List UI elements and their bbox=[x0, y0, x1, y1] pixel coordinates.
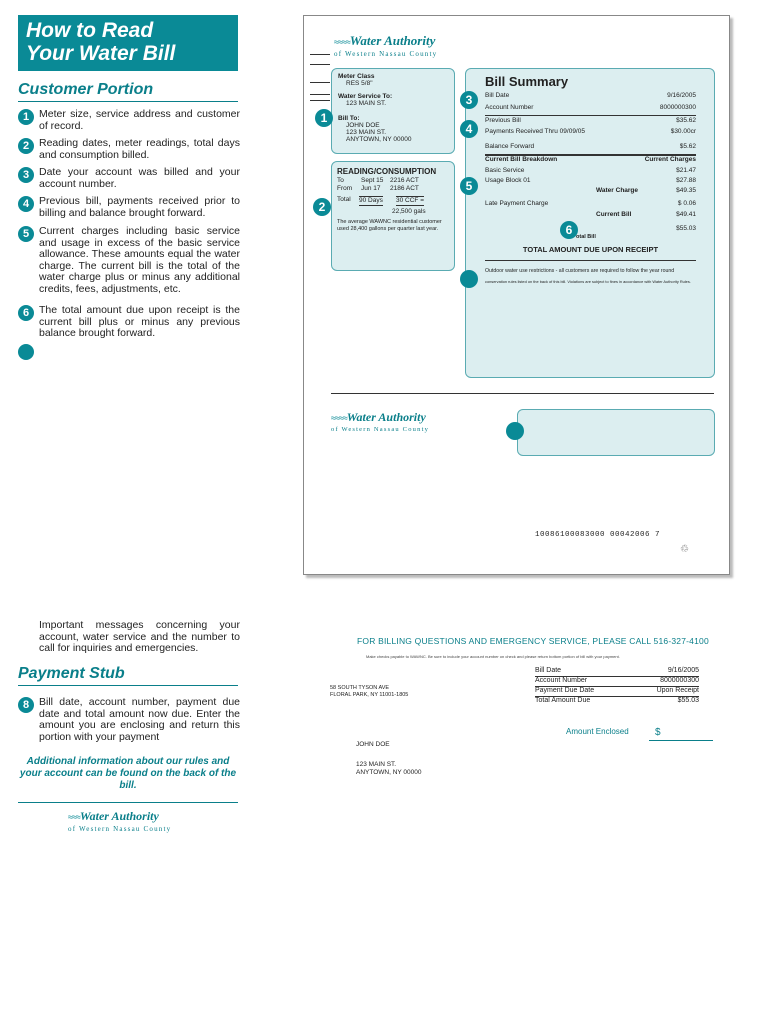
mailing-address: 123 MAIN ST. ANYTOWN, NY 00000 bbox=[356, 761, 422, 776]
bill-logo: ≈≈≈≈Water Authority of Western Nassau County bbox=[334, 33, 438, 58]
guide-item-7: Important messages concerning your account, water service and the number to call for inquiries and emergencies. bbox=[39, 619, 240, 654]
stub-row: Total Amount Due $55.03 bbox=[535, 697, 699, 704]
bill-summary-panel bbox=[465, 68, 715, 378]
summary-row: Usage Block 01 $27.88 bbox=[485, 177, 696, 184]
summary-row: Bill Date 9/16/2005 bbox=[485, 92, 696, 99]
tick-mark bbox=[310, 54, 330, 55]
bill-sample bbox=[303, 15, 730, 575]
number-badge-4: 4 bbox=[18, 196, 34, 212]
bill-marker-5: 5 bbox=[460, 177, 478, 195]
summary-row: Current Bill Breakdown Current Charges bbox=[485, 156, 696, 163]
payment-stub-heading: Payment Stub bbox=[18, 665, 238, 686]
bill-summary-title: Bill Summary bbox=[485, 74, 569, 89]
stub-logo: ≈≈≈≈Water Authority of Western Nassau County bbox=[331, 410, 430, 433]
bill-marker-4: 4 bbox=[460, 120, 478, 138]
guide-item-4: 4 Previous bill, payments received prior to billing and balance brought forward. bbox=[18, 196, 240, 219]
guide-item-1: 1 Meter size, service address and customer of record. bbox=[18, 109, 240, 132]
dollar-sign: $ bbox=[655, 727, 661, 738]
phone-line: FOR BILLING QUESTIONS AND EMERGENCY SERVICE, PLEASE CALL 516-327-4100 bbox=[357, 636, 709, 646]
number-badge-5: 5 bbox=[18, 226, 34, 242]
bill-marker-6: 6 bbox=[560, 221, 578, 239]
reading-consumption-panel: READING/CONSUMPTION To Sept 15 2216 ACT From Jun 17 2186 ACT Total 90 Days 30 CCF = 22,500 gals The average WAWNC residential customer used 28,400 gallons per quarter last year. bbox=[331, 161, 455, 271]
summary-row: Account Number 8000000300 bbox=[485, 104, 696, 111]
summary-table: Bill Date 9/16/2005 Account Number 8000000300 Previous Bill $35.62 Payments Received Thru 09/09/05 $30.00cr Balance Forward $5.62 Current Bill Breakdown Current Charges Basic Service $21.47 Usage Block 01 $27.88 Water Charge $49.35 Late Payment Charge $ 0.06 Current Bill $49.41 $55.03 otal Bill TOTAL AMOUNT DUE UPON RECEIPT bbox=[485, 92, 696, 282]
stub-row: Payment Due Date Upon Receipt bbox=[535, 687, 699, 694]
message-text: Outdoor water use restrictions - all customers are required to follow the year round bbox=[485, 268, 675, 274]
summary-row: Late Payment Charge $ 0.06 bbox=[485, 200, 696, 207]
number-badge-2: 2 bbox=[18, 138, 34, 154]
guide-item-5: 5 Current charges including basic service and usage in excess of the basic service allowance. These amounts equal the water charge. The current bill is the total of the water charge plus or minus any additional credits, fees, adjustments, etc. bbox=[18, 226, 240, 295]
waves-icon: ≈≈≈≈ bbox=[334, 37, 350, 47]
additional-info-note: Additional information about our rules and your account can be found on the back of the bill. bbox=[19, 756, 237, 791]
total-due-label: TOTAL AMOUNT DUE UPON RECEIPT bbox=[522, 245, 659, 254]
number-badge-3: 3 bbox=[18, 167, 34, 183]
waves-icon: ≈≈≈≈ bbox=[331, 413, 347, 423]
guide-logo: ≈≈≈Water Authority of Western Nassau County bbox=[68, 809, 172, 833]
tick-mark bbox=[310, 82, 330, 83]
bill-marker-3: 3 bbox=[460, 91, 478, 109]
stub-panel bbox=[517, 409, 715, 456]
summary-row: Previous Bill $35.62 bbox=[485, 117, 696, 124]
number-badge-8: 8 bbox=[18, 697, 34, 713]
amount-enclosed-label: Amount Enclosed bbox=[566, 727, 629, 736]
payable-note: Make checks payable to WAWNC. Be sure to include your account number on check and please return bottom portion of bill with your payment. bbox=[366, 654, 620, 659]
bill-marker-2: 2 bbox=[313, 198, 331, 216]
stub-separator bbox=[331, 393, 714, 394]
account-info-panel: Meter Class RES 5/8" Water Service To: 123 MAIN ST. Bill To: JOHN DOE 123 MAIN ST. ANYTOWN, NY 00000 bbox=[331, 68, 455, 154]
micr-line: 10086100083000 00042006 7 bbox=[535, 531, 661, 539]
guide-title: How to Read Your Water Bill bbox=[18, 15, 238, 71]
stub-row: Account Number 8000000300 bbox=[535, 677, 699, 684]
guide-item-2: 2 Reading dates, meter readings, total days and consumption billed. bbox=[18, 138, 240, 161]
number-badge-1: 1 bbox=[18, 109, 34, 125]
amount-enclosed-field[interactable] bbox=[649, 726, 713, 741]
number-badge-7 bbox=[18, 344, 34, 360]
message-small-text: conservation rules listed on the back of this bill. Violations are subject to fines in accordance with Water Authority Rules. bbox=[485, 279, 691, 284]
summary-row: Payments Received Thru 09/09/05 $30.00cr bbox=[485, 128, 696, 135]
guide-item-8: 8 Bill date, account number, payment due date and total amount now due. Enter the amount you are enclosing and return this portion with your payment bbox=[18, 697, 240, 743]
guide-item-6: 6 The total amount due upon receipt is the current bill plus or minus any previous balance brought forward. bbox=[18, 305, 240, 340]
bill-marker-8 bbox=[506, 422, 524, 440]
waves-icon: ≈≈≈ bbox=[68, 812, 80, 822]
return-address: 58 SOUTH TYSON AVE FLORAL PARK, NY 11001-1805 bbox=[330, 685, 409, 698]
stub-row: Bill Date 9/16/2005 bbox=[535, 667, 699, 674]
recycle-icon: ♲ bbox=[680, 544, 689, 555]
tick-mark bbox=[310, 94, 330, 95]
summary-row: Basic Service $21.47 bbox=[485, 167, 696, 174]
customer-portion-heading: Customer Portion bbox=[18, 81, 238, 102]
summary-row: Balance Forward $5.62 bbox=[485, 143, 696, 150]
divider bbox=[18, 802, 238, 803]
guide-item-3: 3 Date your account was billed and your account number. bbox=[18, 167, 240, 190]
tick-mark bbox=[310, 100, 330, 101]
number-badge-6: 6 bbox=[18, 305, 34, 321]
bill-marker-7 bbox=[460, 270, 478, 288]
stub-summary-table bbox=[535, 667, 699, 709]
tick-mark bbox=[310, 64, 330, 65]
bill-marker-1: 1 bbox=[315, 109, 333, 127]
mailing-name: JOHN DOE bbox=[356, 741, 390, 748]
